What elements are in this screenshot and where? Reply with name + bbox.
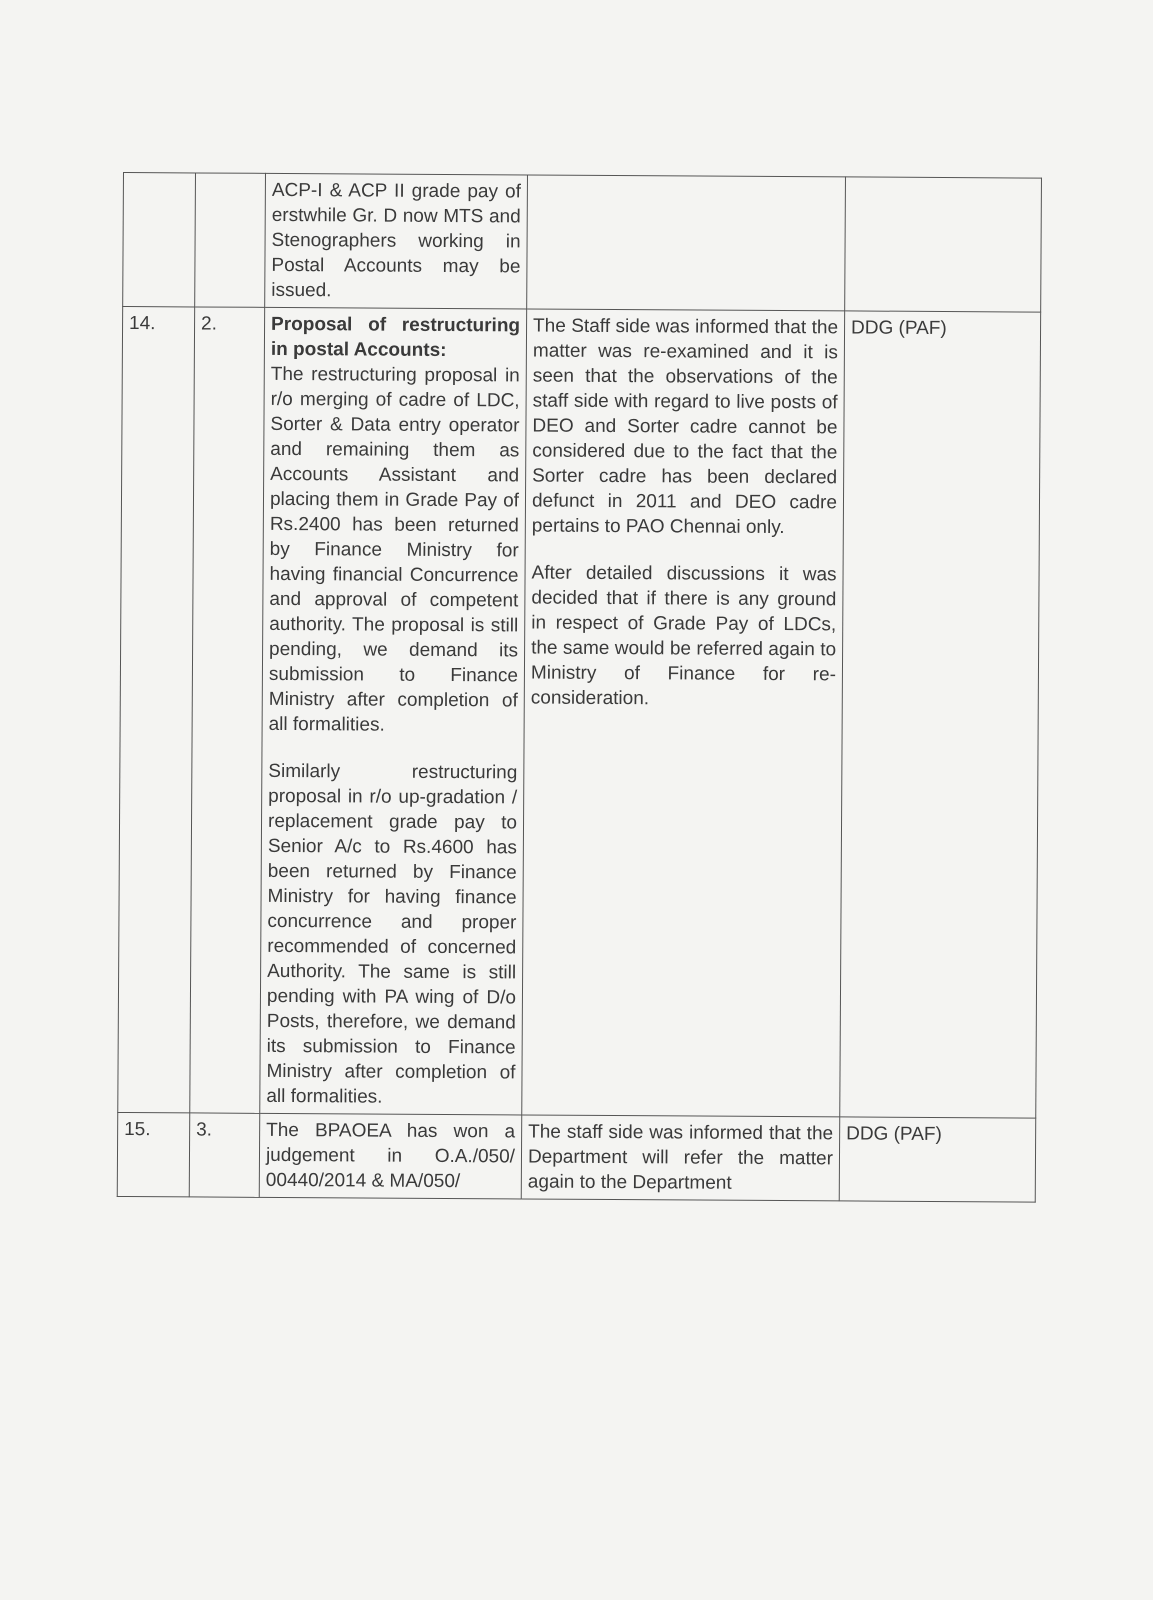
action-by-cell bbox=[845, 177, 1042, 312]
item-number-cell: 2. bbox=[190, 307, 265, 1113]
item-text-cell bbox=[265, 173, 528, 309]
table-row bbox=[123, 173, 1042, 313]
item-text: ACP-I & ACP II grade pay of erstwhile Gr. D now MTS and Stenographers working in Postal Accounts may be issued. bbox=[271, 179, 521, 302]
serial-number-cell: 14. bbox=[118, 307, 195, 1113]
table-row bbox=[118, 307, 1041, 1119]
decision-cell bbox=[522, 309, 845, 1117]
action-by-cell: DDG (PAF) bbox=[840, 311, 1041, 1118]
serial-number-cell: 15. bbox=[117, 1112, 190, 1196]
item-number-cell bbox=[195, 173, 266, 307]
item-heading: Proposal of restructuring in postal Accounts: bbox=[270, 313, 521, 361]
item-text-cell bbox=[259, 1113, 522, 1199]
item-text-cell bbox=[260, 307, 527, 1115]
serial-number-cell bbox=[123, 173, 196, 307]
decision-paragraph-1: The Staff side was informed that the matter was re-examined and it is seen that the observations of the staff side with regard to live posts of DEO and Sorter cadre cannot be considered due to the fact that the Sorter cadre has been declared defunct in 2011 and DEO cadre pertains to PAO Chennai only. bbox=[531, 315, 839, 539]
decision-paragraph-2: After detailed discussions it was decided that if there is any ground in respect of Grade Pay of LDCs, the same would be referred again to Ministry of Finance for re-consideration. bbox=[530, 562, 837, 710]
table-row bbox=[117, 1112, 1035, 1202]
minutes-table bbox=[117, 172, 1042, 1203]
item-paragraph-2: Similarly restructuring proposal in r/o up-gradation / replacement grade pay to Senior A/c to Rs.4600 has been returned by Finance Ministry for having finance concurrence and proper recommended of concerned Authority. The same is still pending with PA wing of D/o Posts, therefore, we demand its submission to Finance Ministry after completion of all formalities. bbox=[266, 760, 518, 1108]
action-by-cell: DDG (PAF) bbox=[839, 1117, 1036, 1202]
decision-cell bbox=[527, 175, 846, 311]
item-paragraph-1: The restructuring proposal in r/o merging of cadre of LDC, Sorter & Data entry operator and remaining them as Accounts Assistant and placing them in Grade Pay of Rs.2400 has been returned by Finance Ministry for having financial Concurrence and approval of competent authority. The proposal is still pending, we demand its submission to Finance Ministry after completion of all formalities. bbox=[268, 363, 520, 736]
item-text: The BPAOEA has won a judgement in O.A./050/ 00440/2014 & MA/050/ bbox=[265, 1119, 516, 1193]
decision-cell bbox=[521, 1115, 840, 1201]
paragraph-gap bbox=[268, 737, 517, 761]
paragraph-gap bbox=[532, 539, 837, 563]
item-number-cell: 3. bbox=[189, 1113, 260, 1197]
decision-text: The staff side was informed that the Department will refer the matter again to the Department bbox=[527, 1121, 834, 1194]
